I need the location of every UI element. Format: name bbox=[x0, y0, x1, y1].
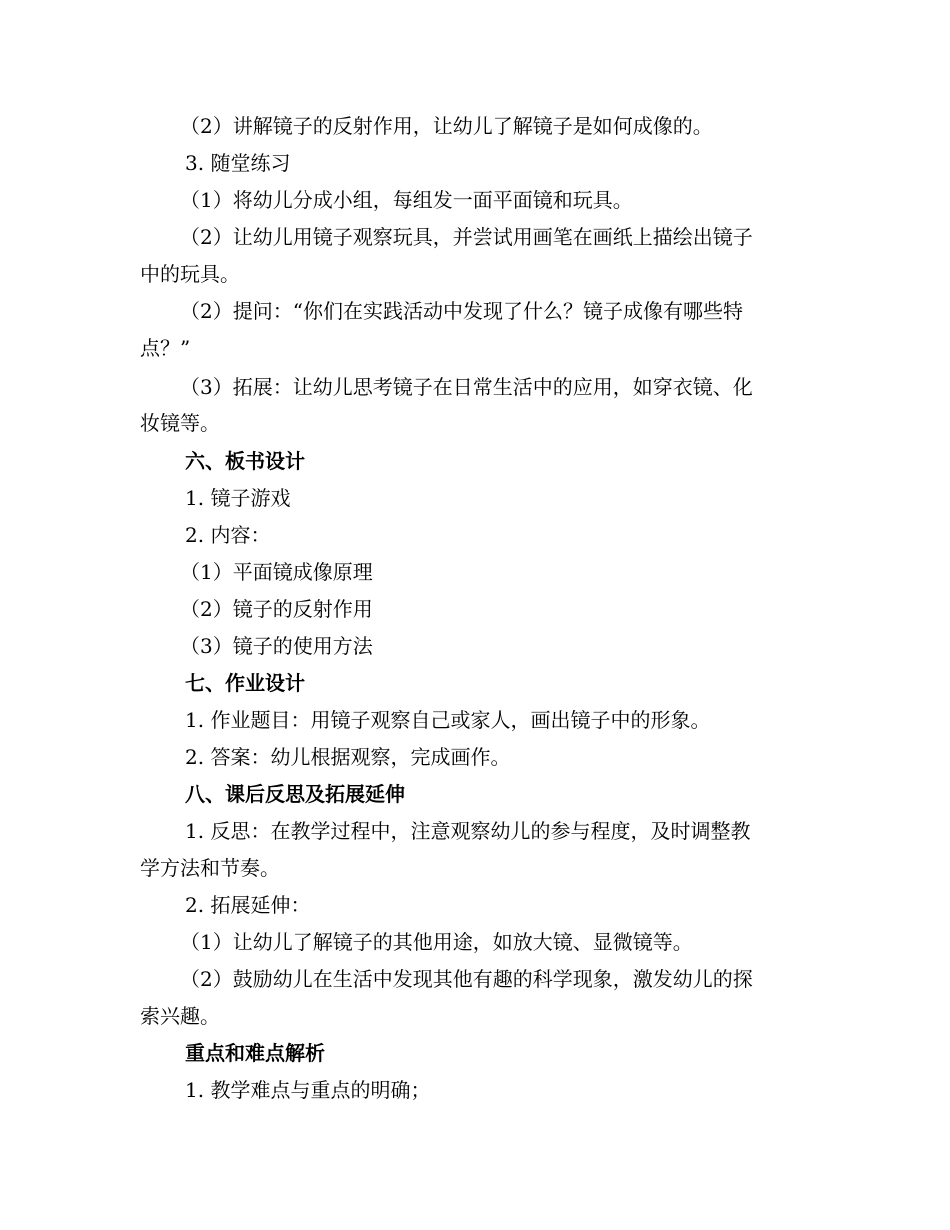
paragraph-line: （3）拓展：让幼儿思考镜子在日常生活中的应用，如穿衣镜、化 bbox=[180, 375, 753, 399]
paragraph-line: （2）鼓励幼儿在生活中发现其他有趣的科学现象，激发幼儿的探 bbox=[180, 967, 753, 991]
list-item: （1）将幼儿分成小组，每组发一面平面镜和玩具。 bbox=[180, 188, 633, 212]
paragraph-line: （2）讲解镜子的反射作用，让幼儿了解镜子是如何成像的。 bbox=[180, 114, 713, 138]
list-item: 2. 内容： bbox=[185, 523, 271, 547]
paragraph-line: 点？” bbox=[140, 336, 191, 360]
list-item: （2）镜子的反射作用 bbox=[180, 597, 373, 621]
paragraph-line: 妆镜等。 bbox=[140, 411, 220, 435]
paragraph-line: 1. 反思：在教学过程中，注意观察幼儿的参与程度，及时调整教 bbox=[185, 819, 751, 843]
list-item: 2. 答案：幼儿根据观察，完成画作。 bbox=[185, 745, 511, 769]
section-heading: 重点和难点解析 bbox=[185, 1041, 325, 1065]
paragraph-line: 索兴趣。 bbox=[140, 1004, 220, 1028]
list-item: 2. 拓展延伸： bbox=[185, 893, 311, 917]
list-item: 3. 随堂练习 bbox=[185, 151, 291, 175]
section-heading: 六、板书设计 bbox=[185, 449, 305, 473]
section-heading: 七、作业设计 bbox=[185, 671, 305, 695]
section-heading: 八、课后反思及拓展延伸 bbox=[185, 782, 405, 806]
list-item: （1）让幼儿了解镜子的其他用途，如放大镜、显微镜等。 bbox=[180, 930, 693, 954]
list-item: 1. 镜子游戏 bbox=[185, 486, 291, 510]
list-item: 1. 作业题目：用镜子观察自己或家人，画出镜子中的形象。 bbox=[185, 708, 711, 732]
list-item: （3）镜子的使用方法 bbox=[180, 634, 373, 658]
paragraph-line: 学方法和节奏。 bbox=[140, 856, 280, 880]
paragraph-line: （2）提问：“你们在实践活动中发现了什么？镜子成像有哪些特 bbox=[180, 299, 743, 323]
list-item: （1）平面镜成像原理 bbox=[180, 560, 373, 584]
paragraph-line: 中的玩具。 bbox=[140, 262, 240, 286]
list-item: 1. 教学难点与重点的明确； bbox=[185, 1078, 431, 1102]
paragraph-line: （2）让幼儿用镜子观察玩具，并尝试用画笔在画纸上描绘出镜子 bbox=[180, 225, 753, 249]
